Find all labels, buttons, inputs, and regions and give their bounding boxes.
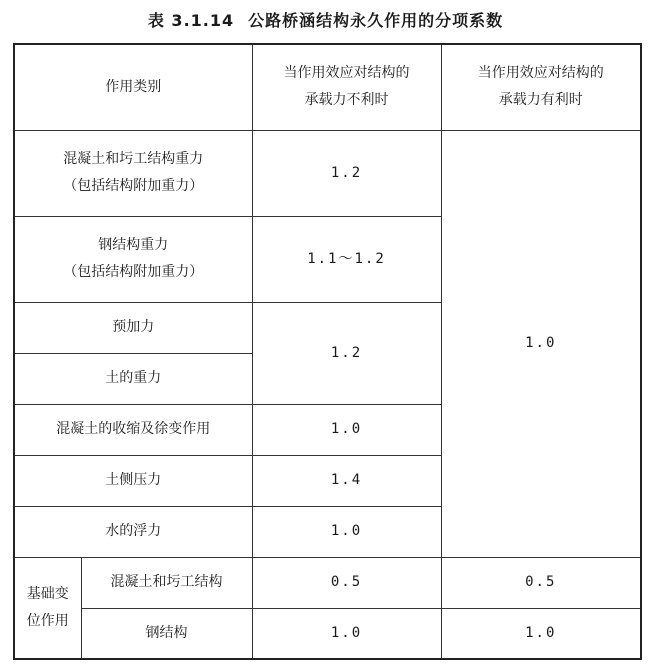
unfavorable-value: 1.0 <box>252 506 441 557</box>
favorable-value: 0.5 <box>441 557 641 608</box>
unfavorable-value: 1.2 <box>252 302 441 404</box>
row-label: 钢结构重力 （包括结构附加重力） <box>14 216 252 302</box>
favorable-value: 1.0 <box>441 608 641 659</box>
table-number: 表 3.1.14 <box>147 11 235 30</box>
unfavorable-value: 1.0 <box>252 404 441 455</box>
row-label: 混凝土和圬工结构重力 （包括结构附加重力） <box>14 130 252 216</box>
unfavorable-value: 1.1～1.2 <box>252 216 441 302</box>
row-label: 土侧压力 <box>14 455 252 506</box>
row-label: 土的重力 <box>14 353 252 404</box>
header-favorable: 当作用效应对结构的 承载力有利时 <box>441 44 641 130</box>
foundation-group-label: 基础变 位作用 <box>14 557 81 659</box>
row-label: 预加力 <box>14 302 252 353</box>
unfavorable-value: 1.0 <box>252 608 441 659</box>
header-row <box>14 44 641 130</box>
header-unfavorable: 当作用效应对结构的 承载力不利时 <box>252 44 441 130</box>
unfavorable-value: 1.2 <box>252 130 441 216</box>
coefficient-table <box>13 43 642 660</box>
unfavorable-value: 1.4 <box>252 455 441 506</box>
row-label: 钢结构 <box>81 608 252 659</box>
table-row <box>14 557 641 608</box>
table-title-text: 公路桥涵结构永久作用的分项系数 <box>248 11 504 30</box>
header-category: 作用类别 <box>14 44 252 130</box>
favorable-common-value: 1.0 <box>441 130 641 557</box>
row-label: 水的浮力 <box>14 506 252 557</box>
table-row <box>14 130 641 216</box>
row-label: 混凝土的收缩及徐变作用 <box>14 404 252 455</box>
row-label: 混凝土和圬工结构 <box>81 557 252 608</box>
table-row <box>14 608 641 659</box>
table-title <box>0 8 651 31</box>
unfavorable-value: 0.5 <box>252 557 441 608</box>
